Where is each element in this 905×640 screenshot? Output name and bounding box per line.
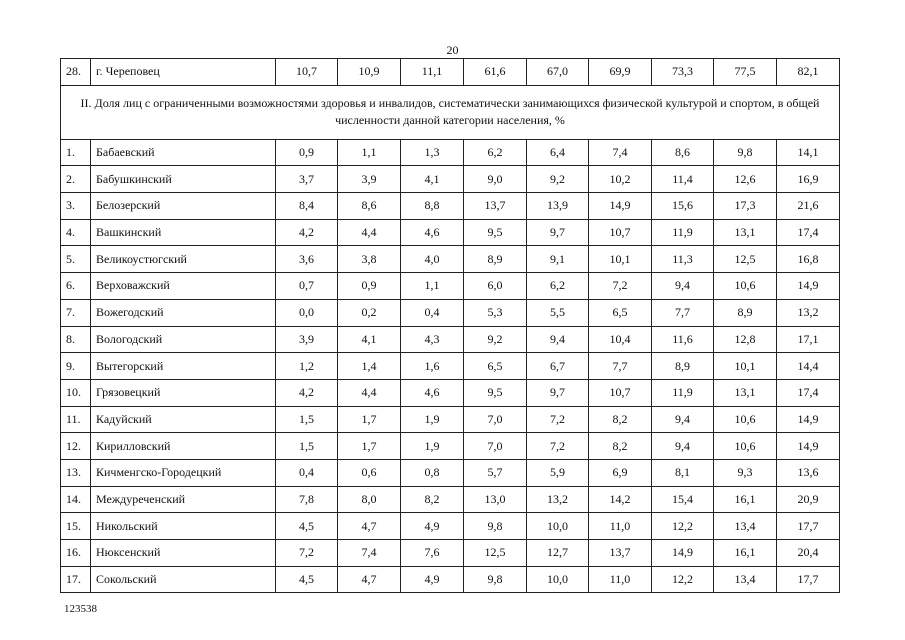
value-cell: 11,3 — [652, 246, 714, 273]
value-cell: 73,3 — [652, 59, 714, 86]
value-cell: 10,4 — [589, 326, 652, 353]
value-cell: 7,2 — [527, 406, 589, 433]
value-cell: 9,7 — [527, 379, 589, 406]
value-cell: 4,7 — [338, 566, 401, 593]
table-body — [61, 59, 840, 593]
value-cell: 14,9 — [777, 273, 840, 300]
row-number: 5. — [61, 246, 91, 273]
value-cell: 10,6 — [714, 406, 777, 433]
value-cell: 9,4 — [652, 433, 714, 460]
row-number: 9. — [61, 353, 91, 380]
district-name: Вытегорский — [91, 353, 276, 380]
value-cell: 82,1 — [777, 59, 840, 86]
value-cell: 8,2 — [589, 433, 652, 460]
value-cell: 16,1 — [714, 486, 777, 513]
value-cell: 1,3 — [401, 139, 464, 166]
value-cell: 11,9 — [652, 219, 714, 246]
value-cell: 11,1 — [401, 59, 464, 86]
value-cell: 1,1 — [401, 273, 464, 300]
value-cell: 8,9 — [652, 353, 714, 380]
value-cell: 4,9 — [401, 513, 464, 540]
value-cell: 8,4 — [276, 193, 338, 220]
value-cell: 15,6 — [652, 193, 714, 220]
row-number: 17. — [61, 566, 91, 593]
value-cell: 67,0 — [527, 59, 589, 86]
value-cell: 5,5 — [527, 299, 589, 326]
value-cell: 1,7 — [338, 406, 401, 433]
row-number: 6. — [61, 273, 91, 300]
value-cell: 14,1 — [777, 139, 840, 166]
value-cell: 10,2 — [589, 166, 652, 193]
value-cell: 10,6 — [714, 273, 777, 300]
table-row — [61, 246, 840, 273]
value-cell: 6,4 — [527, 139, 589, 166]
row-number: 13. — [61, 459, 91, 486]
value-cell: 9,3 — [714, 459, 777, 486]
value-cell: 8,0 — [338, 486, 401, 513]
district-name: Междуреченский — [91, 486, 276, 513]
value-cell: 8,9 — [464, 246, 527, 273]
value-cell: 16,8 — [777, 246, 840, 273]
district-name: Кичменгско-Городецкий — [91, 459, 276, 486]
value-cell: 1,9 — [401, 433, 464, 460]
value-cell: 3,9 — [338, 166, 401, 193]
value-cell: 1,2 — [276, 353, 338, 380]
value-cell: 13,4 — [714, 566, 777, 593]
table-row — [61, 139, 840, 166]
district-name: Великоустюгский — [91, 246, 276, 273]
value-cell: 4,3 — [401, 326, 464, 353]
value-cell: 0,4 — [276, 459, 338, 486]
value-cell: 6,2 — [527, 273, 589, 300]
value-cell: 15,4 — [652, 486, 714, 513]
value-cell: 8,1 — [652, 459, 714, 486]
value-cell: 9,5 — [464, 379, 527, 406]
value-cell: 7,0 — [464, 406, 527, 433]
value-cell: 17,7 — [777, 513, 840, 540]
value-cell: 9,5 — [464, 219, 527, 246]
page-number: 20 — [446, 43, 459, 57]
value-cell: 3,9 — [276, 326, 338, 353]
value-cell: 4,6 — [401, 219, 464, 246]
row-number: 12. — [61, 433, 91, 460]
value-cell: 9,1 — [527, 246, 589, 273]
value-cell: 17,3 — [714, 193, 777, 220]
value-cell: 3,6 — [276, 246, 338, 273]
value-cell: 0,9 — [276, 139, 338, 166]
value-cell: 20,4 — [777, 540, 840, 567]
value-cell: 12,2 — [652, 513, 714, 540]
value-cell: 7,4 — [589, 139, 652, 166]
table-row — [61, 299, 840, 326]
district-name: Кирилловский — [91, 433, 276, 460]
value-cell: 4,5 — [276, 513, 338, 540]
table-row — [61, 459, 840, 486]
value-cell: 1,1 — [338, 139, 401, 166]
district-name: Бабушкинский — [91, 166, 276, 193]
value-cell: 10,1 — [714, 353, 777, 380]
district-name: Нюксенский — [91, 540, 276, 567]
table-row — [61, 433, 840, 460]
value-cell: 4,2 — [276, 219, 338, 246]
value-cell: 10,6 — [714, 433, 777, 460]
row-number: 1. — [61, 139, 91, 166]
value-cell: 1,5 — [276, 406, 338, 433]
value-cell: 11,9 — [652, 379, 714, 406]
value-cell: 5,3 — [464, 299, 527, 326]
value-cell: 0,2 — [338, 299, 401, 326]
value-cell: 9,4 — [652, 273, 714, 300]
value-cell: 17,4 — [777, 219, 840, 246]
value-cell: 0,8 — [401, 459, 464, 486]
value-cell: 12,7 — [527, 540, 589, 567]
value-cell: 17,1 — [777, 326, 840, 353]
value-cell: 14,4 — [777, 353, 840, 380]
row-number: 28. — [61, 59, 91, 86]
value-cell: 7,7 — [589, 353, 652, 380]
value-cell: 4,0 — [401, 246, 464, 273]
table-row — [61, 540, 840, 567]
value-cell: 13,6 — [777, 459, 840, 486]
value-cell: 10,7 — [589, 219, 652, 246]
value-cell: 10,0 — [527, 566, 589, 593]
value-cell: 5,7 — [464, 459, 527, 486]
value-cell: 10,7 — [276, 59, 338, 86]
value-cell: 13,1 — [714, 379, 777, 406]
value-cell: 12,8 — [714, 326, 777, 353]
district-name: Белозерский — [91, 193, 276, 220]
value-cell: 10,7 — [589, 379, 652, 406]
row-number: 11. — [61, 406, 91, 433]
value-cell: 1,7 — [338, 433, 401, 460]
section-header-row — [61, 85, 840, 139]
district-name: г. Череповец — [91, 59, 276, 86]
value-cell: 7,4 — [338, 540, 401, 567]
value-cell: 8,8 — [401, 193, 464, 220]
value-cell: 10,9 — [338, 59, 401, 86]
value-cell: 6,2 — [464, 139, 527, 166]
value-cell: 9,4 — [527, 326, 589, 353]
value-cell: 12,6 — [714, 166, 777, 193]
value-cell: 4,4 — [338, 219, 401, 246]
value-cell: 13,2 — [777, 299, 840, 326]
table-row — [61, 273, 840, 300]
value-cell: 3,7 — [276, 166, 338, 193]
district-name: Бабаевский — [91, 139, 276, 166]
table-row — [61, 379, 840, 406]
row-number: 15. — [61, 513, 91, 540]
value-cell: 21,6 — [777, 193, 840, 220]
table-row — [61, 406, 840, 433]
value-cell: 1,9 — [401, 406, 464, 433]
table-row — [61, 566, 840, 593]
value-cell: 0,7 — [276, 273, 338, 300]
row-number: 7. — [61, 299, 91, 326]
value-cell: 14,2 — [589, 486, 652, 513]
value-cell: 7,0 — [464, 433, 527, 460]
value-cell: 4,1 — [338, 326, 401, 353]
value-cell: 9,2 — [464, 326, 527, 353]
value-cell: 8,2 — [401, 486, 464, 513]
row-number: 3. — [61, 193, 91, 220]
value-cell: 7,8 — [276, 486, 338, 513]
value-cell: 8,9 — [714, 299, 777, 326]
table-row — [61, 513, 840, 540]
value-cell: 61,6 — [464, 59, 527, 86]
value-cell: 9,8 — [714, 139, 777, 166]
data-table — [60, 58, 840, 593]
value-cell: 1,6 — [401, 353, 464, 380]
value-cell: 0,6 — [338, 459, 401, 486]
value-cell: 9,8 — [464, 566, 527, 593]
value-cell: 7,6 — [401, 540, 464, 567]
value-cell: 4,7 — [338, 513, 401, 540]
district-name: Вожегодский — [91, 299, 276, 326]
value-cell: 20,9 — [777, 486, 840, 513]
value-cell: 4,6 — [401, 379, 464, 406]
district-name: Грязовецкий — [91, 379, 276, 406]
section-title: II. Доля лиц с ограниченными возможностями здоровья и инвалидов, систематически занимающихся физической культурой и спортом, в общей численности данной категории населения, % — [61, 85, 840, 139]
footer-code: 123538 — [64, 603, 97, 615]
value-cell: 9,0 — [464, 166, 527, 193]
value-cell: 4,5 — [276, 566, 338, 593]
value-cell: 10,0 — [527, 513, 589, 540]
district-name: Сокольский — [91, 566, 276, 593]
value-cell: 6,0 — [464, 273, 527, 300]
value-cell: 17,7 — [777, 566, 840, 593]
value-cell: 11,4 — [652, 166, 714, 193]
row-number: 4. — [61, 219, 91, 246]
value-cell: 6,7 — [527, 353, 589, 380]
district-name: Верховажский — [91, 273, 276, 300]
table-row — [61, 486, 840, 513]
table-row — [61, 326, 840, 353]
value-cell: 69,9 — [589, 59, 652, 86]
value-cell: 13,2 — [527, 486, 589, 513]
value-cell: 14,9 — [652, 540, 714, 567]
value-cell: 13,7 — [589, 540, 652, 567]
value-cell: 13,7 — [464, 193, 527, 220]
value-cell: 7,2 — [276, 540, 338, 567]
value-cell: 14,9 — [777, 433, 840, 460]
value-cell: 0,4 — [401, 299, 464, 326]
table-row — [61, 193, 840, 220]
value-cell: 6,5 — [464, 353, 527, 380]
district-name: Никольский — [91, 513, 276, 540]
value-cell: 9,4 — [652, 406, 714, 433]
value-cell: 14,9 — [777, 406, 840, 433]
value-cell: 8,2 — [589, 406, 652, 433]
value-cell: 17,4 — [777, 379, 840, 406]
row-number: 16. — [61, 540, 91, 567]
row-number: 8. — [61, 326, 91, 353]
district-name: Вологодский — [91, 326, 276, 353]
value-cell: 6,5 — [589, 299, 652, 326]
value-cell: 1,4 — [338, 353, 401, 380]
value-cell: 10,1 — [589, 246, 652, 273]
value-cell: 9,2 — [527, 166, 589, 193]
district-name: Вашкинский — [91, 219, 276, 246]
value-cell: 16,9 — [777, 166, 840, 193]
value-cell: 8,6 — [652, 139, 714, 166]
value-cell: 13,1 — [714, 219, 777, 246]
row-number: 10. — [61, 379, 91, 406]
value-cell: 9,7 — [527, 219, 589, 246]
value-cell: 12,5 — [714, 246, 777, 273]
value-cell: 6,9 — [589, 459, 652, 486]
value-cell: 7,2 — [589, 273, 652, 300]
table-row — [61, 219, 840, 246]
value-cell: 5,9 — [527, 459, 589, 486]
row-number: 14. — [61, 486, 91, 513]
value-cell: 1,5 — [276, 433, 338, 460]
table-row — [61, 59, 840, 86]
table-row — [61, 166, 840, 193]
value-cell: 13,4 — [714, 513, 777, 540]
value-cell: 14,9 — [589, 193, 652, 220]
value-cell: 77,5 — [714, 59, 777, 86]
value-cell: 11,0 — [589, 566, 652, 593]
table-row — [61, 353, 840, 380]
value-cell: 4,1 — [401, 166, 464, 193]
value-cell: 7,2 — [527, 433, 589, 460]
value-cell: 9,8 — [464, 513, 527, 540]
value-cell: 11,0 — [589, 513, 652, 540]
value-cell: 3,8 — [338, 246, 401, 273]
value-cell: 12,2 — [652, 566, 714, 593]
value-cell: 4,9 — [401, 566, 464, 593]
value-cell: 0,0 — [276, 299, 338, 326]
value-cell: 7,7 — [652, 299, 714, 326]
value-cell: 16,1 — [714, 540, 777, 567]
value-cell: 0,9 — [338, 273, 401, 300]
district-name: Кадуйский — [91, 406, 276, 433]
value-cell: 4,4 — [338, 379, 401, 406]
value-cell: 4,2 — [276, 379, 338, 406]
value-cell: 13,0 — [464, 486, 527, 513]
value-cell: 8,6 — [338, 193, 401, 220]
value-cell: 11,6 — [652, 326, 714, 353]
value-cell: 13,9 — [527, 193, 589, 220]
value-cell: 12,5 — [464, 540, 527, 567]
row-number: 2. — [61, 166, 91, 193]
